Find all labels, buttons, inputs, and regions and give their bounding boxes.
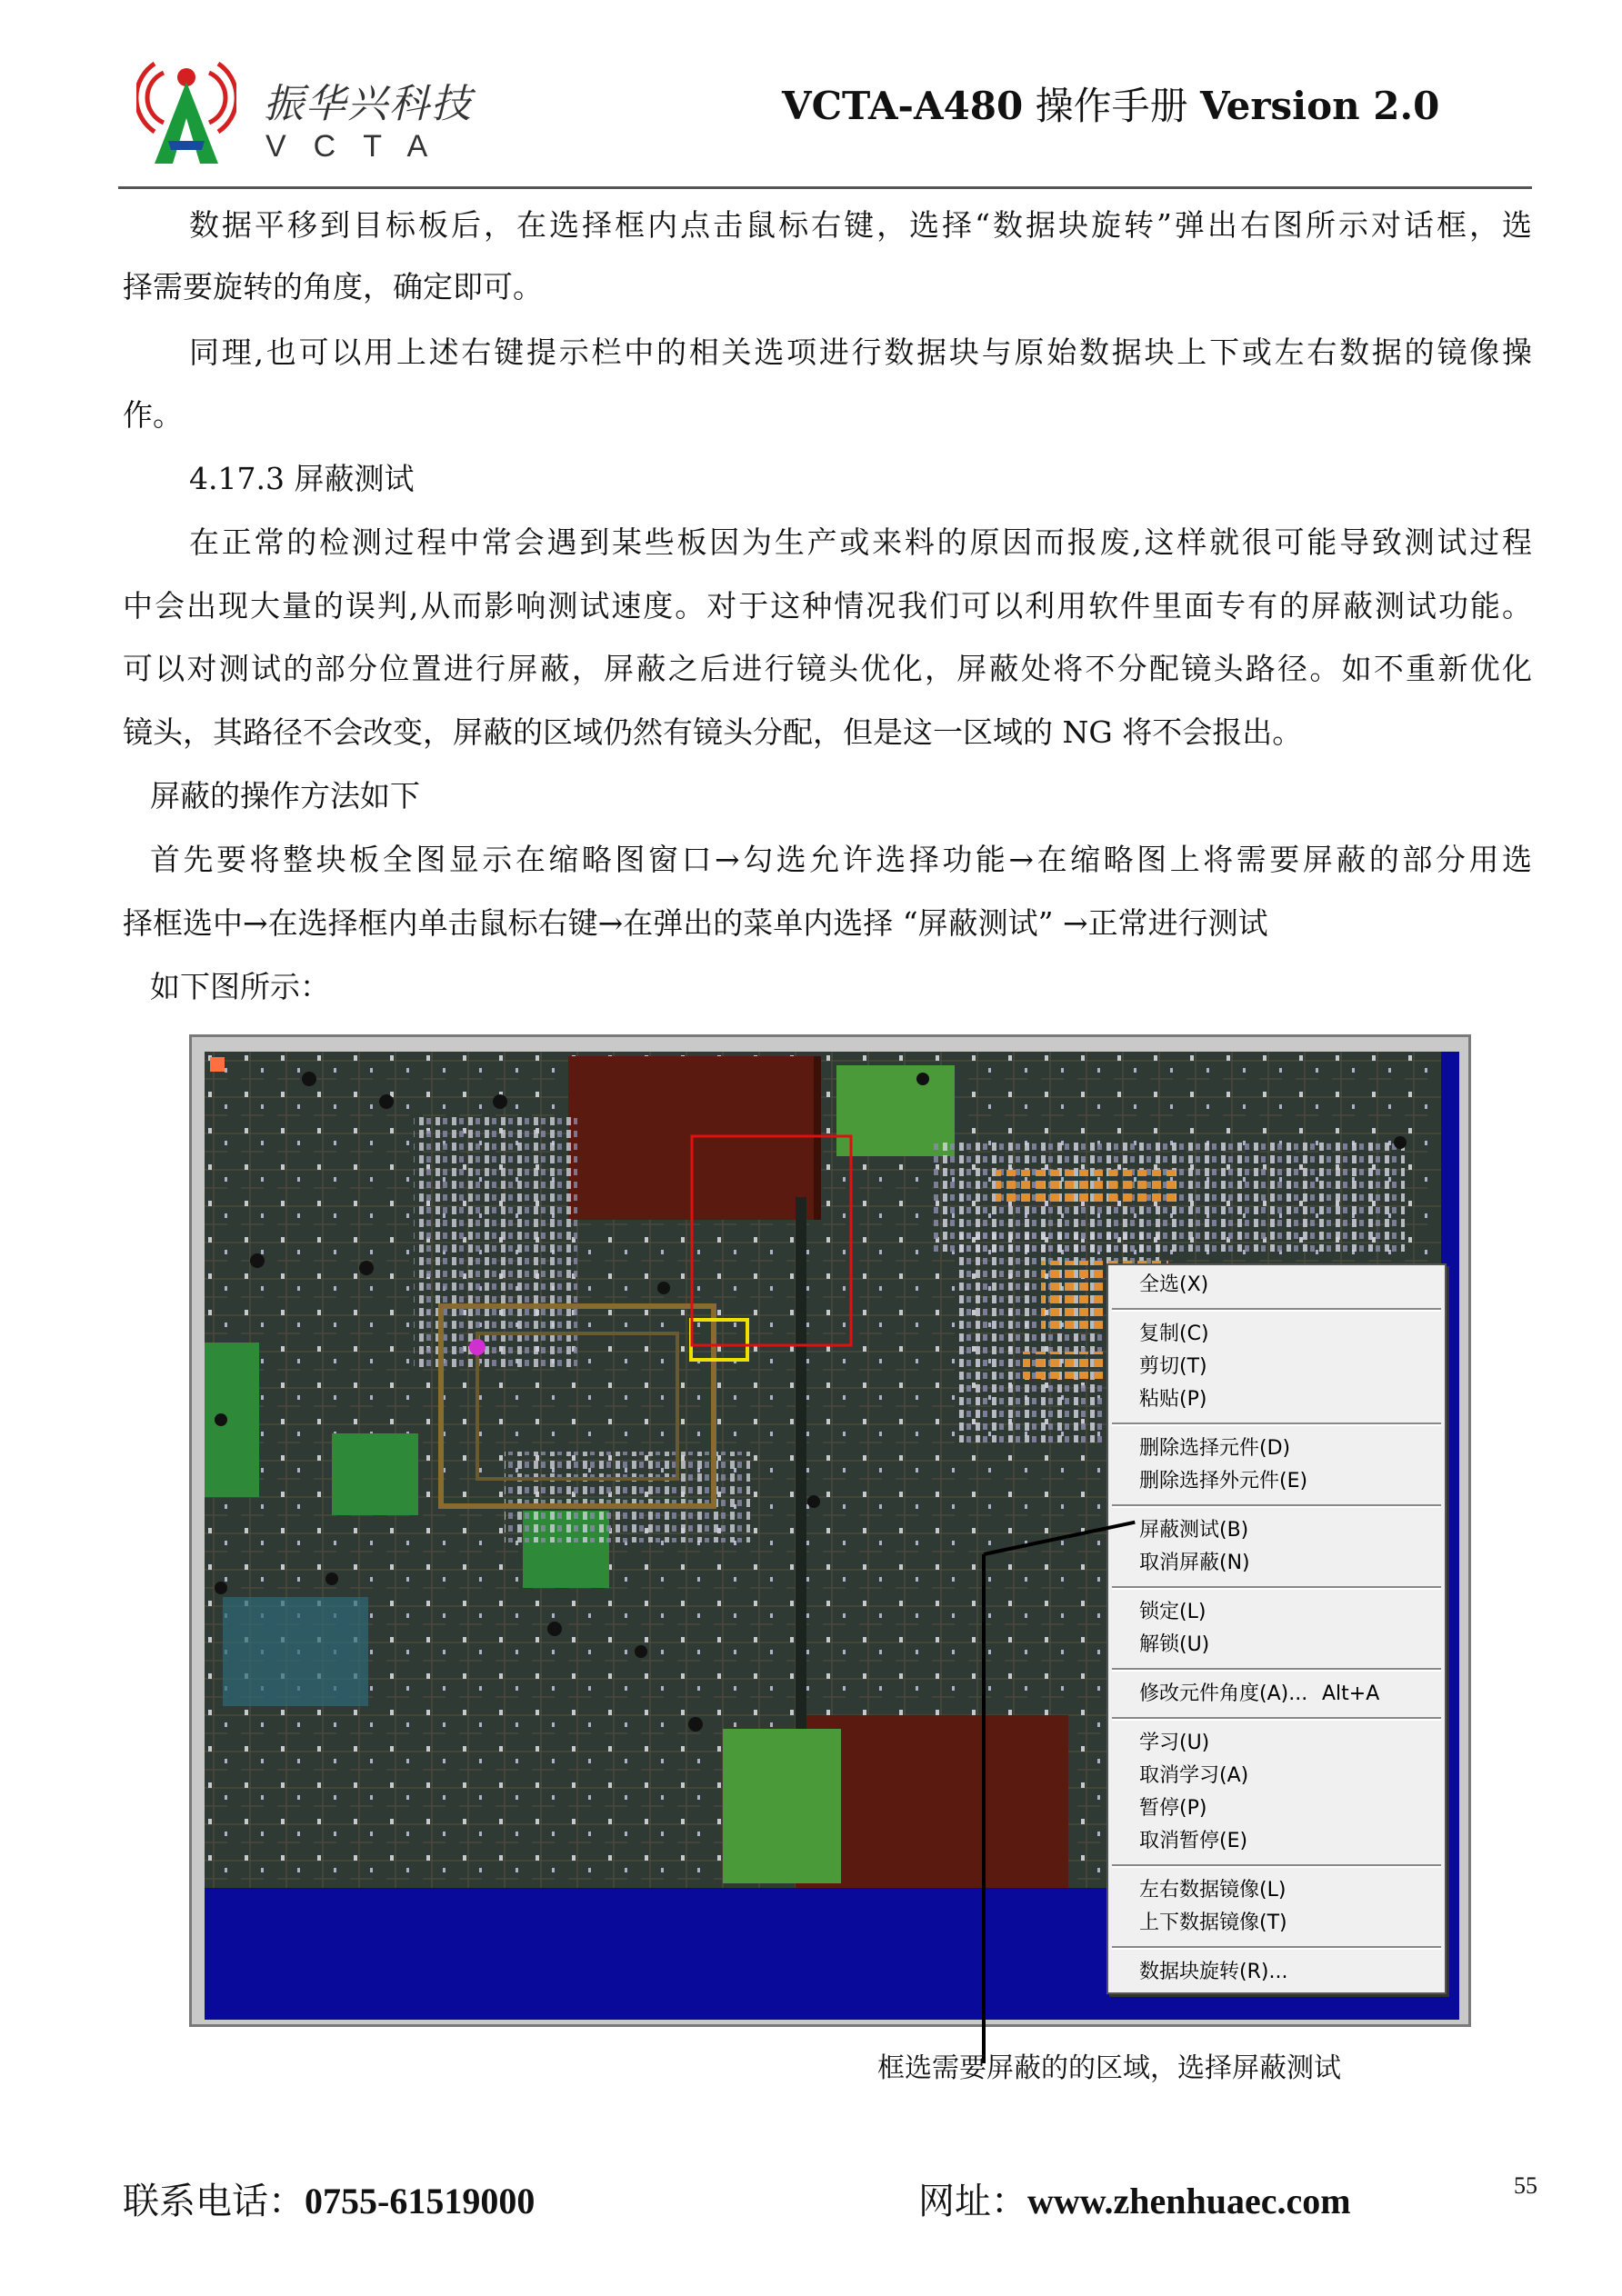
menu-item-cut[interactable]: 剪切(T) xyxy=(1139,1355,1207,1378)
paragraph-3-line-2: 中会出现大量的误判,从而影响测试速度。对于这种情况我们可以利用软件里面专有的屏蔽测试功能。 xyxy=(123,588,1532,624)
title-manual: 操作手册 xyxy=(1023,84,1200,128)
menu-separator xyxy=(1112,1586,1441,1590)
footer-website xyxy=(918,2172,1351,2224)
menu-item-shield-test[interactable]: 屏蔽测试(B) xyxy=(1139,1519,1249,1542)
context-menu xyxy=(1106,1263,1447,1994)
menu-item-modify-angle-label: 修改元件角度(A)... xyxy=(1139,1682,1308,1705)
callout-line xyxy=(982,1554,986,2063)
phone-label: 联系电话： xyxy=(123,2181,305,2222)
menu-item-paste[interactable]: 粘贴(P) xyxy=(1139,1388,1207,1411)
menu-item-pause[interactable]: 暂停(P) xyxy=(1139,1797,1207,1820)
website-url[interactable]: www.zhenhuaec.com xyxy=(1027,2181,1351,2221)
header-divider xyxy=(118,186,1532,189)
title-version: Version 2.0 xyxy=(1199,84,1440,128)
title-model: VCTA-A480 xyxy=(782,84,1024,128)
menu-item-cancel-shield[interactable]: 取消屏蔽(N) xyxy=(1139,1552,1250,1574)
menu-item-learn[interactable]: 学习(U) xyxy=(1139,1732,1210,1754)
website-label: 网址： xyxy=(918,2181,1027,2222)
section-heading: 4.17.3 屏蔽测试 xyxy=(189,461,415,496)
menu-item-lock[interactable]: 锁定(L) xyxy=(1139,1601,1206,1623)
paragraph-4: 屏蔽的操作方法如下 xyxy=(150,778,420,814)
company-logo-icon xyxy=(136,55,236,168)
menu-item-mirror-lr[interactable]: 左右数据镜像(L) xyxy=(1139,1879,1287,1902)
paragraph-5-line-1: 首先要将整块板全图显示在缩略图窗口→勾选允许选择功能→在缩略图上将需要屏蔽的部分用选 xyxy=(150,842,1532,877)
paragraph-1-line-2: 择需要旋转的角度，确定即可。 xyxy=(123,269,543,304)
menu-separator xyxy=(1112,1717,1441,1721)
paragraph-1-line-1: 数据平移到目标板后，在选择框内点击鼠标右键，选择“数据块旋转”弹出右图所示对话框，选 xyxy=(189,207,1532,243)
paragraph-6: 如下图所示： xyxy=(150,969,330,1004)
menu-separator xyxy=(1112,1864,1441,1868)
menu-separator xyxy=(1112,1308,1441,1312)
paragraph-2-line-1: 同理,也可以用上述右键提示栏中的相关选项进行数据块与原始数据块上下或左右数据的镜像操 xyxy=(189,334,1532,370)
figure-caption: 框选需要屏蔽的的区域，选择屏蔽测试 xyxy=(877,2052,1341,2084)
menu-shortcut: Alt+A xyxy=(1322,1682,1380,1705)
paragraph-2-line-2: 作。 xyxy=(123,397,183,433)
menu-separator xyxy=(1112,1946,1441,1950)
paragraph-3-line-1: 在正常的检测过程中常会遇到某些板因为生产或来料的原因而报废,这样就很可能导致测试过程 xyxy=(189,524,1532,560)
menu-item-cancel-learn[interactable]: 取消学习(A) xyxy=(1139,1764,1249,1787)
menu-item-delete-selected[interactable]: 删除选择元件(D) xyxy=(1139,1437,1291,1460)
document-title xyxy=(782,76,1439,131)
menu-item-rotate-block[interactable]: 数据块旋转(R)... xyxy=(1139,1961,1288,1983)
page-number: 55 xyxy=(1514,2172,1537,2199)
menu-item-modify-angle[interactable] xyxy=(1108,1678,1445,1711)
brand-name-cn: 振华兴科技 xyxy=(264,81,473,127)
menu-separator xyxy=(1112,1504,1441,1508)
footer-phone xyxy=(123,2172,535,2224)
paragraph-3-line-3: 可以对测试的部分位置进行屏蔽，屏蔽之后进行镜头优化，屏蔽处将不分配镜头路径。如不重新优化 xyxy=(123,651,1532,686)
paragraph-5-line-2: 择框选中→在选择框内单击鼠标右键→在弹出的菜单内选择 “屏蔽测试” →正常进行测试 xyxy=(123,905,1268,941)
menu-item-unlock[interactable]: 解锁(U) xyxy=(1139,1633,1210,1656)
menu-item-copy[interactable]: 复制(C) xyxy=(1139,1323,1209,1345)
menu-item-select-all[interactable]: 全选(X) xyxy=(1139,1273,1209,1296)
phone-number: 0755-61519000 xyxy=(305,2181,536,2221)
menu-item-mirror-ud[interactable]: 上下数据镜像(T) xyxy=(1139,1912,1287,1934)
menu-separator xyxy=(1112,1668,1441,1672)
brand-name-en: VCTA xyxy=(265,129,456,164)
menu-separator xyxy=(1112,1423,1441,1426)
menu-item-delete-unselected[interactable]: 删除选择外元件(E) xyxy=(1139,1470,1308,1492)
menu-item-cancel-pause[interactable]: 取消暂停(E) xyxy=(1139,1830,1248,1852)
paragraph-3-line-4: 镜头，其路径不会改变，屏蔽的区域仍然有镜头分配，但是这一区域的 NG 将不会报出。 xyxy=(123,714,1303,750)
